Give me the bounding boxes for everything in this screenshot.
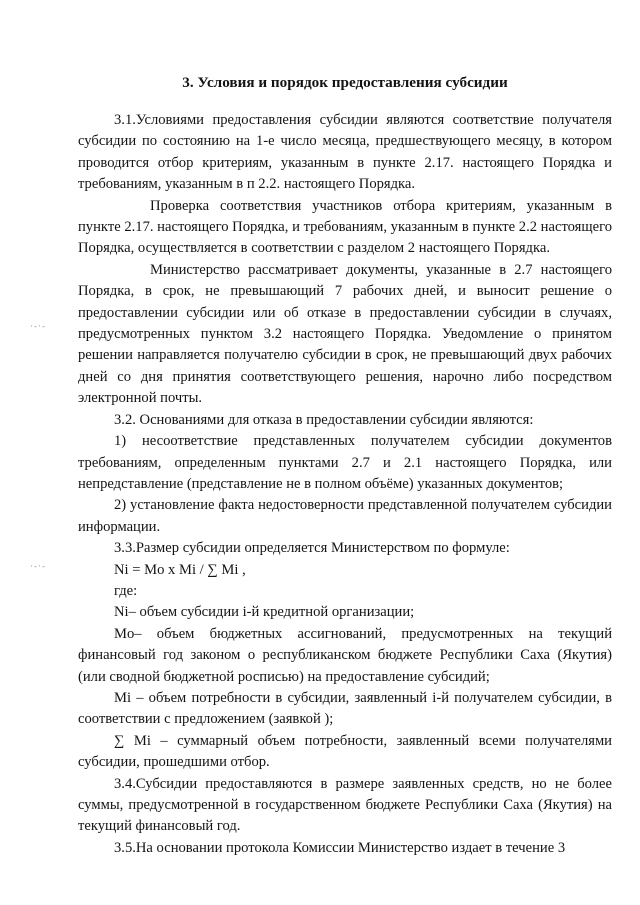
definition-sum-mi: ∑ Mi – суммарный объем потребности, заявленный всеми получателями субсидии, прошедшими отбор. xyxy=(78,732,612,771)
formula-where: где: xyxy=(114,582,138,599)
paragraph-3-5: 3.5.На основании протокола Комиссии Министерство издает в течение 3 xyxy=(114,839,566,856)
paragraph-3-2-item-2: 2) установление факта недостоверности представленной получателем субсидии информации. xyxy=(78,497,612,535)
scan-margin-mark: ·-·- xyxy=(30,321,46,331)
paragraph-3-3: 3.3.Размер субсидии определяется Министерством по формуле: xyxy=(114,540,510,557)
section-body xyxy=(78,110,612,859)
paragraph-3-2: 3.2. Основаниями для отказа в предоставлении субсидии являются: xyxy=(114,411,534,428)
paragraph-ministry-review: Министерство рассматривает документы, указанные в 2.7 настоящего Порядка, в срок, не превышающий 7 рабочих дней, и выносит решение о предоставлении субсидии или об отказе в предоставлении субсидии в случаях, предусмотренных пунктом 3.2 настоящего Порядка. Уведомление о принятом решении направляется получателю субсидии в срок, не превышающий двух рабочих дней со дня принятия соответствующего решения, нарочно либо посредством электронной почты. xyxy=(78,261,612,407)
paragraph-3-2-item-1: 1) несоответствие представленных получателем субсидии документов требованиям, определенным пунктами 2.7 и 2.1 настоящего Порядка, или непредставление (представление не в полном объёме) указанных документов; xyxy=(78,433,612,492)
paragraph-verification: Проверка соответствия участников отбора критериям, указанным в пункте 2.17. настоящего Порядка, и требованиям, указанным в пункте 2.2 настоящего Порядка, осуществляется в соответствии с разделом 2 настоящего Порядка. xyxy=(78,197,612,257)
paragraph-3-1: 3.1.Условиями предоставления субсидии являются соответствие получателя субсидии по состоянию на 1-е число месяца, предшествующего месяцу, в котором проводится отбор критериям, указанным в пункте 2.17. настоящего Порядка и требованиям, указанным в п 2.2. настоящего Порядка. xyxy=(78,112,612,193)
definition-mo: Mo– объем бюджетных ассигнований, предусмотренных на текущий финансовый год законом о республиканском бюджете Республики Саха (Якутия) (или сводной бюджетной росписью) на предоставление субсидий; xyxy=(78,625,612,685)
section-title: 3. Условия и порядок предоставления субсидии xyxy=(182,74,508,91)
definition-ni: Ni– объем субсидии i-й кредитной организации; xyxy=(114,604,415,621)
scan-margin-mark: ·-·- xyxy=(30,561,46,571)
definition-mi: Mi – объем потребности в субсидии, заявленный i-й получателем субсидии, в соответствии с предложением (заявкой ); xyxy=(78,689,612,728)
formula: Ni = Mo x Mi / ∑ Mi , xyxy=(114,561,246,578)
paragraph-3-4: 3.4.Субсидии предоставляются в размере заявленных средств, но не более суммы, предусмотренной в государственном бюджете Республики Саха (Якутия) на текущий финансовый год. xyxy=(78,775,612,835)
